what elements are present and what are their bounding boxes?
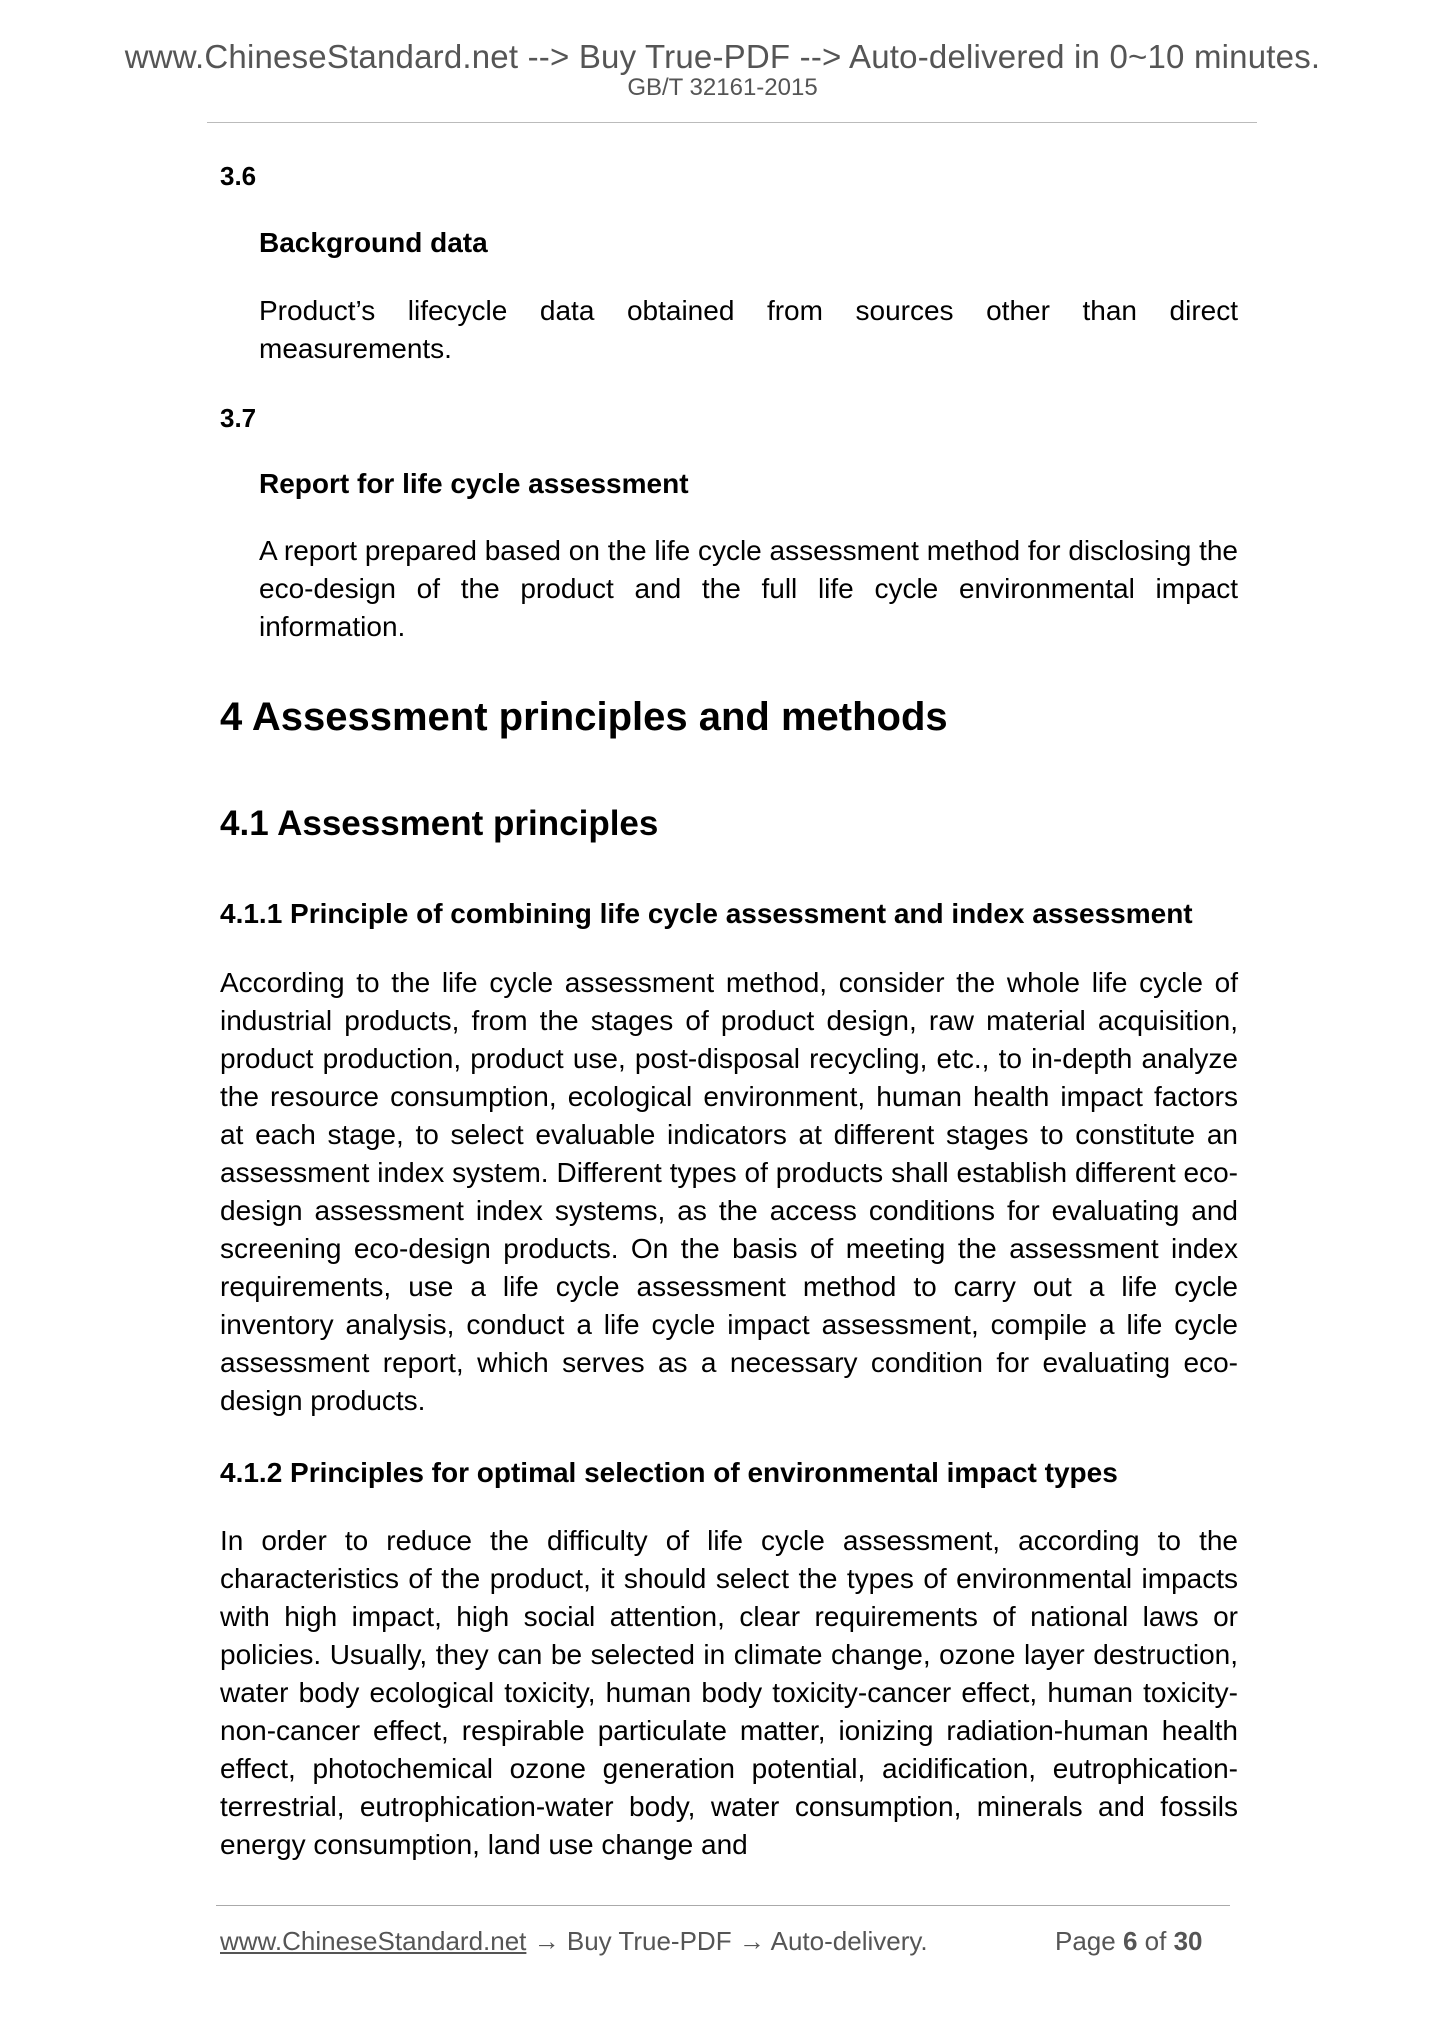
section-4-1-2-heading: 4.1.2 Principles for optimal selection of environmental impact types [220, 1457, 1118, 1488]
section-4-1-heading: 4.1 Assessment principles [220, 804, 659, 843]
footer-buy-text: Buy True-PDF [566, 1926, 732, 1956]
page-total: 30 [1173, 1926, 1203, 1956]
footer-site-link[interactable]: www.ChineseStandard.net [220, 1926, 527, 1956]
standard-code: GB/T 32161-2015 [627, 74, 818, 101]
page-number: 6 [1122, 1926, 1138, 1956]
page-label: Page [1055, 1926, 1116, 1956]
section-4-1-2-paragraph: In order to reduce the difficulty of life cycle assessment, according to the characteristics of the product, it should select the types of environmental impacts with high impact, high social attention, clear requirements of national laws or policies. Usually, they can be selected in climate change, ozone layer destruction, water body ecological toxicity, human body toxicity-cancer effect, human toxicity-non-cancer effect, respirable particulate matter, ionizing radiation-human health effect, photochemical ozone generation potential, acidification, eutrophication-terrestrial, eutrophication-water body, water consumption, minerals and fossils energy consumption, land use change and [220, 1525, 1238, 1860]
definition-lca-report: A report prepared based on the life cycle assessment method for disclosing the eco-design of the product and the full life cycle environmental impact information. [259, 535, 1238, 642]
term-lca-report: Report for life cycle assessment [259, 468, 689, 499]
arrow-right-icon: → [533, 1926, 560, 1956]
section-4-heading: 4 Assessment principles and methods [220, 695, 948, 739]
clause-number-3-6: 3.6 [220, 161, 257, 191]
section-4-1-1-heading: 4.1.1 Principle of combining life cycle assessment and index assessment [220, 898, 1193, 929]
page-indicator [1055, 1928, 1203, 1954]
footer-divider [216, 1905, 1230, 1906]
header-banner[interactable]: www.ChineseStandard.net --> Buy True-PDF --> Auto-delivered in 0~10 minutes. [124, 38, 1321, 75]
footer-delivery-text: Auto-delivery. [770, 1926, 928, 1956]
term-background-data: Background data [259, 227, 488, 258]
section-4-1-1-paragraph: According to the life cycle assessment method, consider the whole life cycle of industrial products, from the stages of product design, raw material acquisition, product production, product use, post-disposal recycling, etc., to in-depth analyze the resource consumption, ecological environment, human health impact factors at each stage, to select evaluable indicators at different stages to constitute an assessment index system. Different types of products shall establish different eco-design assessment index systems, as the access conditions for evaluating and screening eco-design products. On the basis of meeting the assessment index requirements, use a life cycle assessment method to carry out a life cycle inventory analysis, conduct a life cycle impact assessment, compile a life cycle assessment report, which serves as a necessary condition for evaluating eco-design products. [220, 967, 1238, 1416]
footer-promo [220, 1928, 928, 1954]
definition-background-data: Product’s lifecycle data obtained from sources other than direct measurements. [259, 295, 1238, 364]
arrow-right-icon: → [738, 1926, 765, 1956]
header-divider [207, 122, 1257, 123]
clause-number-3-7: 3.7 [220, 403, 257, 433]
of-label: of [1144, 1926, 1167, 1956]
